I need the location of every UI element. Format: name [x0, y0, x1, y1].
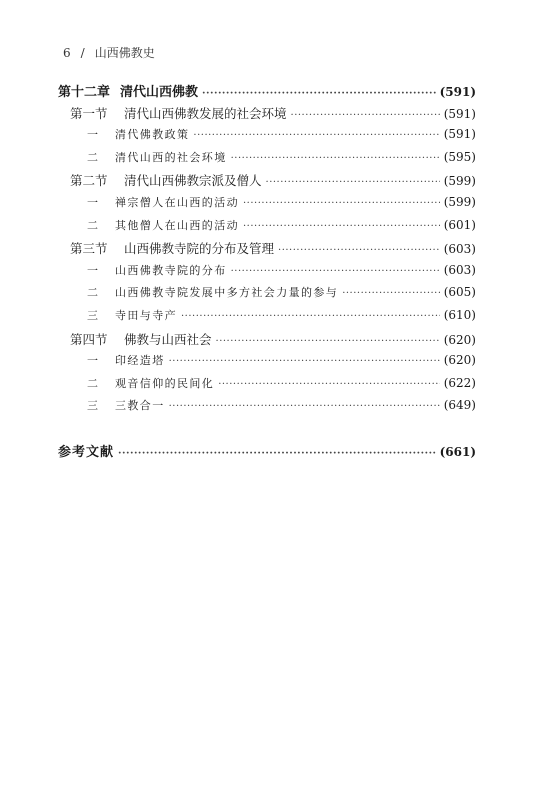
table-of-contents [58, 81, 476, 464]
item-title: 三教合一 [115, 399, 165, 413]
item-number: 二 [87, 286, 100, 300]
item-title: 禅宗僧人在山西的活动 [115, 195, 239, 209]
leader-dots [216, 336, 440, 347]
toc-section-entry[interactable] [58, 104, 476, 127]
leader-dots [243, 221, 440, 232]
item-title: 观音信仰的民间化 [115, 376, 215, 390]
item-title: 其他僧人在山西的活动 [115, 218, 239, 232]
leader-dots [202, 88, 436, 99]
leader-dots [231, 153, 440, 164]
leader-dots [169, 401, 440, 412]
toc-item-entry[interactable] [58, 262, 476, 285]
item-page: (601) [443, 217, 476, 232]
item-page: (649) [443, 398, 476, 413]
section-title: 山西佛教寺院的分布及管理 [124, 241, 275, 257]
item-number: 一 [87, 263, 100, 277]
toc-section-entry[interactable] [58, 239, 476, 262]
spacer [58, 420, 476, 441]
section-title: 佛教与山西社会 [124, 331, 212, 347]
item-title: 山西佛教寺院发展中多方社会力量的参与 [115, 286, 339, 300]
section-page: (591) [443, 106, 476, 121]
leader-dots [291, 110, 440, 121]
item-page: (622) [443, 375, 476, 390]
toc-item-entry[interactable] [58, 397, 476, 420]
references-title: 参考文献 [58, 444, 115, 460]
leader-dots [278, 245, 440, 256]
section-title: 清代山西佛教发展的社会环境 [124, 105, 287, 121]
item-title: 寺田与寺产 [115, 308, 177, 322]
leader-dots [118, 448, 436, 459]
running-header [63, 44, 155, 61]
item-title: 印经造塔 [115, 354, 165, 368]
references-page: (661) [439, 444, 476, 459]
toc-item-entry[interactable] [58, 352, 476, 375]
leader-dots [266, 177, 440, 188]
chapter-page: (591) [439, 85, 476, 99]
item-title: 清代山西的社会环境 [115, 150, 227, 164]
header-separator: / [80, 46, 85, 60]
item-number: 一 [87, 195, 100, 209]
item-page: (595) [443, 149, 476, 164]
item-number: 三 [87, 308, 100, 322]
item-number: 一 [87, 354, 100, 368]
leader-dots [169, 356, 440, 367]
page-number: 6 [63, 46, 71, 60]
item-page: (599) [443, 194, 476, 209]
chapter-number: 第十二章 [58, 85, 111, 100]
leader-dots [193, 130, 439, 141]
toc-item-entry[interactable] [58, 126, 476, 149]
toc-item-entry[interactable] [58, 307, 476, 330]
section-page: (620) [443, 332, 476, 347]
toc-section-entry[interactable] [58, 171, 476, 194]
leader-dots [218, 379, 440, 390]
chapter-title: 清代山西佛教 [120, 85, 199, 100]
toc-chapter-entry[interactable] [58, 81, 476, 104]
section-number: 第二节 [70, 173, 108, 189]
item-number: 一 [87, 128, 100, 142]
item-page: (605) [443, 285, 476, 300]
book-title: 山西佛教史 [94, 46, 155, 60]
item-title: 山西佛教寺院的分布 [115, 263, 227, 277]
section-page: (599) [443, 174, 476, 189]
toc-item-entry[interactable] [58, 375, 476, 398]
section-title: 清代山西佛教宗派及僧人 [124, 173, 262, 189]
section-number: 第一节 [70, 105, 108, 121]
leader-dots [243, 198, 440, 209]
toc-item-entry[interactable] [58, 149, 476, 172]
item-title: 清代佛教政策 [115, 128, 190, 142]
item-number: 二 [87, 376, 100, 390]
section-number: 第四节 [70, 331, 108, 347]
item-page: (603) [443, 262, 476, 277]
item-number: 二 [87, 150, 100, 164]
toc-item-entry[interactable] [58, 194, 476, 217]
item-page: (591) [443, 127, 476, 142]
item-number: 三 [87, 399, 100, 413]
item-page: (620) [443, 353, 476, 368]
toc-references-entry[interactable] [58, 441, 476, 464]
leader-dots [181, 311, 440, 322]
leader-dots [342, 288, 440, 299]
item-number: 二 [87, 218, 100, 232]
section-number: 第三节 [70, 241, 108, 257]
leader-dots [231, 266, 440, 277]
toc-item-entry[interactable] [58, 284, 476, 307]
section-page: (603) [443, 242, 476, 257]
toc-item-entry[interactable] [58, 217, 476, 240]
item-page: (610) [443, 307, 476, 322]
toc-section-entry[interactable] [58, 330, 476, 353]
